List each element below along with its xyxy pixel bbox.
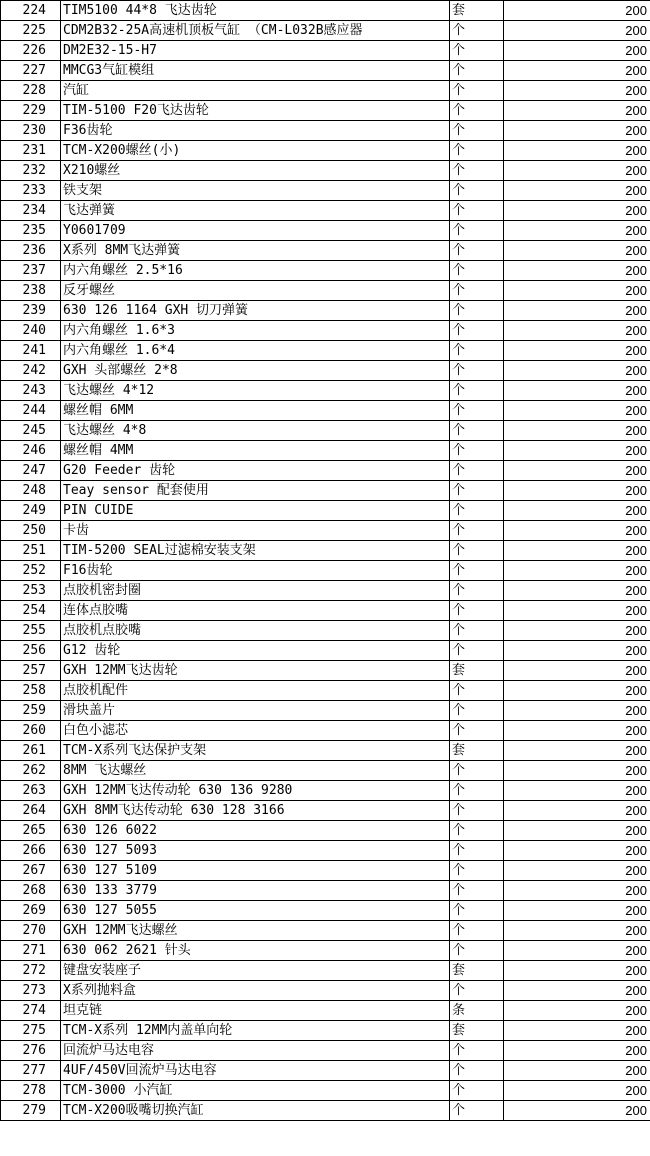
item-name-cell[interactable]: 反牙螺丝 (61, 281, 450, 301)
quantity-cell[interactable]: 200 (504, 81, 650, 101)
row-number-cell[interactable]: 244 (1, 401, 61, 421)
table-row (1, 241, 650, 261)
table-row (1, 561, 650, 581)
table-row (1, 921, 650, 941)
row-number-cell[interactable]: 241 (1, 341, 61, 361)
item-name-cell[interactable]: TCM-X200吸嘴切换汽缸 (61, 1101, 450, 1121)
item-name-cell[interactable]: GXH 12MM飞达螺丝 (61, 921, 450, 941)
table-row (1, 681, 650, 701)
quantity-cell[interactable]: 200 (504, 1061, 650, 1081)
unit-cell[interactable]: 个 (450, 981, 504, 1001)
quantity-cell[interactable]: 200 (504, 881, 650, 901)
table-row (1, 641, 650, 661)
item-name-cell[interactable]: X210螺丝 (61, 161, 450, 181)
quantity-cell[interactable]: 200 (504, 841, 650, 861)
table-row (1, 441, 650, 461)
quantity-cell[interactable]: 200 (504, 1001, 650, 1021)
table-row (1, 581, 650, 601)
unit-cell[interactable]: 套 (450, 1021, 504, 1041)
item-name-cell[interactable]: 630 126 6022 (61, 821, 450, 841)
item-name-cell[interactable]: 点胶机配件 (61, 681, 450, 701)
table-row (1, 481, 650, 501)
table-row (1, 701, 650, 721)
quantity-cell[interactable]: 200 (504, 821, 650, 841)
table-row (1, 521, 650, 541)
quantity-cell[interactable]: 200 (504, 941, 650, 961)
row-number-cell[interactable]: 238 (1, 281, 61, 301)
row-number-cell[interactable]: 267 (1, 861, 61, 881)
unit-cell[interactable]: 个 (450, 301, 504, 321)
table-row (1, 201, 650, 221)
item-name-cell[interactable]: 回流炉马达电容 (61, 1041, 450, 1061)
item-name-cell[interactable]: TIM5100 44*8 飞达齿轮 (61, 1, 450, 21)
item-name-cell[interactable]: Y0601709 (61, 221, 450, 241)
row-number-cell[interactable]: 233 (1, 181, 61, 201)
table-row (1, 361, 650, 381)
unit-cell[interactable]: 个 (450, 1061, 504, 1081)
row-number-cell[interactable]: 237 (1, 261, 61, 281)
row-number-cell[interactable]: 235 (1, 221, 61, 241)
table-row (1, 121, 650, 141)
item-name-cell[interactable]: PIN CUIDE (61, 501, 450, 521)
unit-cell[interactable]: 个 (450, 401, 504, 421)
unit-cell[interactable]: 套 (450, 741, 504, 761)
unit-cell[interactable]: 个 (450, 481, 504, 501)
item-name-cell[interactable]: 坦克链 (61, 1001, 450, 1021)
row-number-cell[interactable]: 236 (1, 241, 61, 261)
quantity-cell[interactable]: 200 (504, 1081, 650, 1101)
table-row (1, 101, 650, 121)
quantity-cell[interactable]: 200 (504, 301, 650, 321)
item-name-cell[interactable]: 飞达弹簧 (61, 201, 450, 221)
unit-cell[interactable]: 个 (450, 181, 504, 201)
row-number-cell[interactable]: 262 (1, 761, 61, 781)
quantity-cell[interactable]: 200 (504, 41, 650, 61)
quantity-cell[interactable]: 200 (504, 721, 650, 741)
quantity-cell[interactable]: 200 (504, 701, 650, 721)
quantity-cell[interactable]: 200 (504, 761, 650, 781)
unit-cell[interactable]: 个 (450, 601, 504, 621)
quantity-cell[interactable]: 200 (504, 461, 650, 481)
quantity-cell[interactable]: 200 (504, 601, 650, 621)
item-name-cell[interactable]: TIM-5200 SEAL过滤棉安装支架 (61, 541, 450, 561)
row-number-cell[interactable]: 259 (1, 701, 61, 721)
table-row (1, 261, 650, 281)
item-name-cell[interactable]: 内六角螺丝 1.6*3 (61, 321, 450, 341)
table-row (1, 1001, 650, 1021)
table-row (1, 1101, 650, 1121)
row-number-cell[interactable]: 275 (1, 1021, 61, 1041)
item-name-cell[interactable]: GXH 8MM飞达传动轮 630 128 3166 (61, 801, 450, 821)
row-number-cell[interactable]: 253 (1, 581, 61, 601)
unit-cell[interactable]: 个 (450, 201, 504, 221)
row-number-cell[interactable]: 248 (1, 481, 61, 501)
row-number-cell[interactable]: 271 (1, 941, 61, 961)
unit-cell[interactable]: 个 (450, 381, 504, 401)
table-row (1, 781, 650, 801)
item-name-cell[interactable]: 内六角螺丝 2.5*16 (61, 261, 450, 281)
unit-cell[interactable]: 个 (450, 61, 504, 81)
row-number-cell[interactable]: 279 (1, 1101, 61, 1121)
table-row (1, 601, 650, 621)
item-name-cell[interactable]: 键盘安装座子 (61, 961, 450, 981)
unit-cell[interactable]: 个 (450, 861, 504, 881)
table-row (1, 221, 650, 241)
row-number-cell[interactable]: 264 (1, 801, 61, 821)
quantity-cell[interactable]: 200 (504, 341, 650, 361)
table-row (1, 941, 650, 961)
row-number-cell[interactable]: 230 (1, 121, 61, 141)
item-name-cell[interactable]: F36齿轮 (61, 121, 450, 141)
row-number-cell[interactable]: 258 (1, 681, 61, 701)
quantity-cell[interactable]: 200 (504, 621, 650, 641)
item-name-cell[interactable]: F16齿轮 (61, 561, 450, 581)
item-name-cell[interactable]: 630 127 5055 (61, 901, 450, 921)
table-row (1, 1081, 650, 1101)
row-number-cell[interactable]: 225 (1, 21, 61, 41)
unit-cell[interactable]: 个 (450, 501, 504, 521)
row-number-cell[interactable]: 274 (1, 1001, 61, 1021)
table-row (1, 161, 650, 181)
row-number-cell[interactable]: 240 (1, 321, 61, 341)
unit-cell[interactable]: 个 (450, 441, 504, 461)
table-row (1, 141, 650, 161)
unit-cell[interactable]: 个 (450, 641, 504, 661)
unit-cell[interactable]: 个 (450, 941, 504, 961)
quantity-cell[interactable]: 200 (504, 861, 650, 881)
quantity-cell[interactable]: 200 (504, 1021, 650, 1041)
unit-cell[interactable]: 个 (450, 1041, 504, 1061)
table-row (1, 841, 650, 861)
unit-cell[interactable]: 个 (450, 361, 504, 381)
item-name-cell[interactable]: GXH 12MM飞达传动轮 630 136 9280 (61, 781, 450, 801)
unit-cell[interactable]: 个 (450, 461, 504, 481)
unit-cell[interactable]: 个 (450, 221, 504, 241)
item-name-cell[interactable]: 630 133 3779 (61, 881, 450, 901)
table-row (1, 721, 650, 741)
item-name-cell[interactable]: TCM-X系列飞达保护支架 (61, 741, 450, 761)
item-name-cell[interactable]: 螺丝帽 4MM (61, 441, 450, 461)
unit-cell[interactable]: 个 (450, 801, 504, 821)
row-number-cell[interactable]: 245 (1, 421, 61, 441)
item-name-cell[interactable]: 滑块盖片 (61, 701, 450, 721)
unit-cell[interactable]: 个 (450, 141, 504, 161)
unit-cell[interactable]: 个 (450, 821, 504, 841)
item-name-cell[interactable]: TIM-5100 F20飞达齿轮 (61, 101, 450, 121)
parts-table-body (1, 1, 650, 1121)
item-name-cell[interactable]: GXH 头部螺丝 2*8 (61, 361, 450, 381)
row-number-cell[interactable]: 232 (1, 161, 61, 181)
unit-cell[interactable]: 个 (450, 421, 504, 441)
row-number-cell[interactable]: 246 (1, 441, 61, 461)
quantity-cell[interactable]: 200 (504, 261, 650, 281)
quantity-cell[interactable]: 200 (504, 901, 650, 921)
quantity-cell[interactable]: 200 (504, 1, 650, 21)
unit-cell[interactable]: 个 (450, 341, 504, 361)
unit-cell[interactable]: 个 (450, 121, 504, 141)
quantity-cell[interactable]: 200 (504, 681, 650, 701)
unit-cell[interactable]: 个 (450, 921, 504, 941)
table-row (1, 1041, 650, 1061)
row-number-cell[interactable]: 276 (1, 1041, 61, 1061)
item-name-cell[interactable]: GXH 12MM飞达齿轮 (61, 661, 450, 681)
unit-cell[interactable]: 个 (450, 1101, 504, 1121)
row-number-cell[interactable]: 263 (1, 781, 61, 801)
row-number-cell[interactable]: 270 (1, 921, 61, 941)
table-row (1, 421, 650, 441)
quantity-cell[interactable]: 200 (504, 961, 650, 981)
item-name-cell[interactable]: TCM-X200螺丝(小) (61, 141, 450, 161)
table-row (1, 1, 650, 21)
quantity-cell[interactable]: 200 (504, 121, 650, 141)
row-number-cell[interactable]: 234 (1, 201, 61, 221)
unit-cell[interactable]: 个 (450, 781, 504, 801)
quantity-cell[interactable]: 200 (504, 221, 650, 241)
quantity-cell[interactable]: 200 (504, 181, 650, 201)
row-number-cell[interactable]: 273 (1, 981, 61, 1001)
row-number-cell[interactable]: 243 (1, 381, 61, 401)
row-number-cell[interactable]: 265 (1, 821, 61, 841)
unit-cell[interactable]: 个 (450, 21, 504, 41)
quantity-cell[interactable]: 200 (504, 1101, 650, 1121)
item-name-cell[interactable]: 点胶机密封圈 (61, 581, 450, 601)
unit-cell[interactable]: 个 (450, 761, 504, 781)
unit-cell[interactable]: 个 (450, 701, 504, 721)
row-number-cell[interactable]: 251 (1, 541, 61, 561)
quantity-cell[interactable]: 200 (504, 981, 650, 1001)
item-name-cell[interactable]: 内六角螺丝 1.6*4 (61, 341, 450, 361)
item-name-cell[interactable]: TCM-3000 小汽缸 (61, 1081, 450, 1101)
quantity-cell[interactable]: 200 (504, 21, 650, 41)
table-row (1, 1021, 650, 1041)
table-row (1, 401, 650, 421)
quantity-cell[interactable]: 200 (504, 61, 650, 81)
unit-cell[interactable]: 个 (450, 161, 504, 181)
table-row (1, 861, 650, 881)
quantity-cell[interactable]: 200 (504, 101, 650, 121)
item-name-cell[interactable]: MMCG3气缸模组 (61, 61, 450, 81)
unit-cell[interactable]: 个 (450, 261, 504, 281)
table-row (1, 801, 650, 821)
unit-cell[interactable]: 套 (450, 961, 504, 981)
row-number-cell[interactable]: 247 (1, 461, 61, 481)
table-row (1, 661, 650, 681)
unit-cell[interactable]: 个 (450, 521, 504, 541)
quantity-cell[interactable]: 200 (504, 521, 650, 541)
quantity-cell[interactable]: 200 (504, 661, 650, 681)
quantity-cell[interactable]: 200 (504, 421, 650, 441)
quantity-cell[interactable]: 200 (504, 581, 650, 601)
quantity-cell[interactable]: 200 (504, 561, 650, 581)
row-number-cell[interactable]: 239 (1, 301, 61, 321)
quantity-cell[interactable]: 200 (504, 241, 650, 261)
unit-cell[interactable]: 个 (450, 841, 504, 861)
unit-cell[interactable]: 个 (450, 41, 504, 61)
row-number-cell[interactable]: 227 (1, 61, 61, 81)
row-number-cell[interactable]: 249 (1, 501, 61, 521)
quantity-cell[interactable]: 200 (504, 801, 650, 821)
quantity-cell[interactable]: 200 (504, 441, 650, 461)
table-row (1, 461, 650, 481)
item-name-cell[interactable]: 630 062 2621 针头 (61, 941, 450, 961)
quantity-cell[interactable]: 200 (504, 641, 650, 661)
table-row (1, 881, 650, 901)
item-name-cell[interactable]: 飞达螺丝 4*8 (61, 421, 450, 441)
unit-cell[interactable]: 条 (450, 1001, 504, 1021)
unit-cell[interactable]: 个 (450, 621, 504, 641)
row-number-cell[interactable]: 266 (1, 841, 61, 861)
table-row (1, 301, 650, 321)
table-row (1, 541, 650, 561)
item-name-cell[interactable]: 螺丝帽 6MM (61, 401, 450, 421)
unit-cell[interactable]: 个 (450, 321, 504, 341)
row-number-cell[interactable]: 268 (1, 881, 61, 901)
item-name-cell[interactable]: Teay sensor 配套使用 (61, 481, 450, 501)
quantity-cell[interactable]: 200 (504, 401, 650, 421)
row-number-cell[interactable]: 261 (1, 741, 61, 761)
row-number-cell[interactable]: 269 (1, 901, 61, 921)
table-row (1, 61, 650, 81)
row-number-cell[interactable]: 260 (1, 721, 61, 741)
unit-cell[interactable]: 个 (450, 721, 504, 741)
item-name-cell[interactable]: TCM-X系列 12MM内盖单向轮 (61, 1021, 450, 1041)
item-name-cell[interactable]: 630 127 5109 (61, 861, 450, 881)
item-name-cell[interactable]: X系列抛料盒 (61, 981, 450, 1001)
item-name-cell[interactable]: 630 126 1164 GXH 切刀弹簧 (61, 301, 450, 321)
unit-cell[interactable]: 个 (450, 581, 504, 601)
table-row (1, 281, 650, 301)
quantity-cell[interactable]: 200 (504, 501, 650, 521)
table-row (1, 981, 650, 1001)
table-row (1, 741, 650, 761)
item-name-cell[interactable]: G12 齿轮 (61, 641, 450, 661)
row-number-cell[interactable]: 250 (1, 521, 61, 541)
row-number-cell[interactable]: 278 (1, 1081, 61, 1101)
unit-cell[interactable]: 套 (450, 661, 504, 681)
quantity-cell[interactable]: 200 (504, 281, 650, 301)
table-row (1, 81, 650, 101)
quantity-cell[interactable]: 200 (504, 541, 650, 561)
item-name-cell[interactable]: 卡齿 (61, 521, 450, 541)
unit-cell[interactable]: 个 (450, 881, 504, 901)
quantity-cell[interactable]: 200 (504, 781, 650, 801)
table-row (1, 961, 650, 981)
item-name-cell[interactable]: 点胶机点胶嘴 (61, 621, 450, 641)
quantity-cell[interactable]: 200 (504, 361, 650, 381)
row-number-cell[interactable]: 226 (1, 41, 61, 61)
table-row (1, 621, 650, 641)
item-name-cell[interactable]: CDM2B32-25A高速机顶板气缸 （CM-L032B感应器 (61, 21, 450, 41)
unit-cell[interactable]: 套 (450, 1, 504, 21)
item-name-cell[interactable]: 4UF/450V回流炉马达电容 (61, 1061, 450, 1081)
row-number-cell[interactable]: 224 (1, 1, 61, 21)
item-name-cell[interactable]: G20 Feeder 齿轮 (61, 461, 450, 481)
table-row (1, 821, 650, 841)
row-number-cell[interactable]: 231 (1, 141, 61, 161)
quantity-cell[interactable]: 200 (504, 481, 650, 501)
item-name-cell[interactable]: 铁支架 (61, 181, 450, 201)
table-row (1, 321, 650, 341)
unit-cell[interactable]: 个 (450, 541, 504, 561)
unit-cell[interactable]: 个 (450, 241, 504, 261)
table-row (1, 761, 650, 781)
row-number-cell[interactable]: 242 (1, 361, 61, 381)
item-name-cell[interactable]: DM2E32-15-H7 (61, 41, 450, 61)
table-row (1, 41, 650, 61)
unit-cell[interactable]: 个 (450, 901, 504, 921)
quantity-cell[interactable]: 200 (504, 921, 650, 941)
table-row (1, 341, 650, 361)
item-name-cell[interactable]: 飞达螺丝 4*12 (61, 381, 450, 401)
item-name-cell[interactable]: 白色小滤芯 (61, 721, 450, 741)
item-name-cell[interactable]: 8MM 飞达螺丝 (61, 761, 450, 781)
row-number-cell[interactable]: 256 (1, 641, 61, 661)
item-name-cell[interactable]: 汽缸 (61, 81, 450, 101)
unit-cell[interactable]: 个 (450, 1081, 504, 1101)
item-name-cell[interactable]: 630 127 5093 (61, 841, 450, 861)
unit-cell[interactable]: 个 (450, 81, 504, 101)
quantity-cell[interactable]: 200 (504, 161, 650, 181)
unit-cell[interactable]: 个 (450, 681, 504, 701)
quantity-cell[interactable]: 200 (504, 381, 650, 401)
unit-cell[interactable]: 个 (450, 561, 504, 581)
row-number-cell[interactable]: 229 (1, 101, 61, 121)
item-name-cell[interactable]: X系列 8MM飞达弹簧 (61, 241, 450, 261)
row-number-cell[interactable]: 255 (1, 621, 61, 641)
row-number-cell[interactable]: 257 (1, 661, 61, 681)
table-row (1, 501, 650, 521)
row-number-cell[interactable]: 254 (1, 601, 61, 621)
unit-cell[interactable]: 个 (450, 281, 504, 301)
table-row (1, 181, 650, 201)
unit-cell[interactable]: 个 (450, 101, 504, 121)
row-number-cell[interactable]: 252 (1, 561, 61, 581)
quantity-cell[interactable]: 200 (504, 141, 650, 161)
item-name-cell[interactable]: 连体点胶嘴 (61, 601, 450, 621)
row-number-cell[interactable]: 272 (1, 961, 61, 981)
quantity-cell[interactable]: 200 (504, 1041, 650, 1061)
quantity-cell[interactable]: 200 (504, 321, 650, 341)
quantity-cell[interactable]: 200 (504, 741, 650, 761)
table-row (1, 21, 650, 41)
table-row (1, 901, 650, 921)
table-row (1, 381, 650, 401)
table-row (1, 1061, 650, 1081)
row-number-cell[interactable]: 228 (1, 81, 61, 101)
row-number-cell[interactable]: 277 (1, 1061, 61, 1081)
quantity-cell[interactable]: 200 (504, 201, 650, 221)
